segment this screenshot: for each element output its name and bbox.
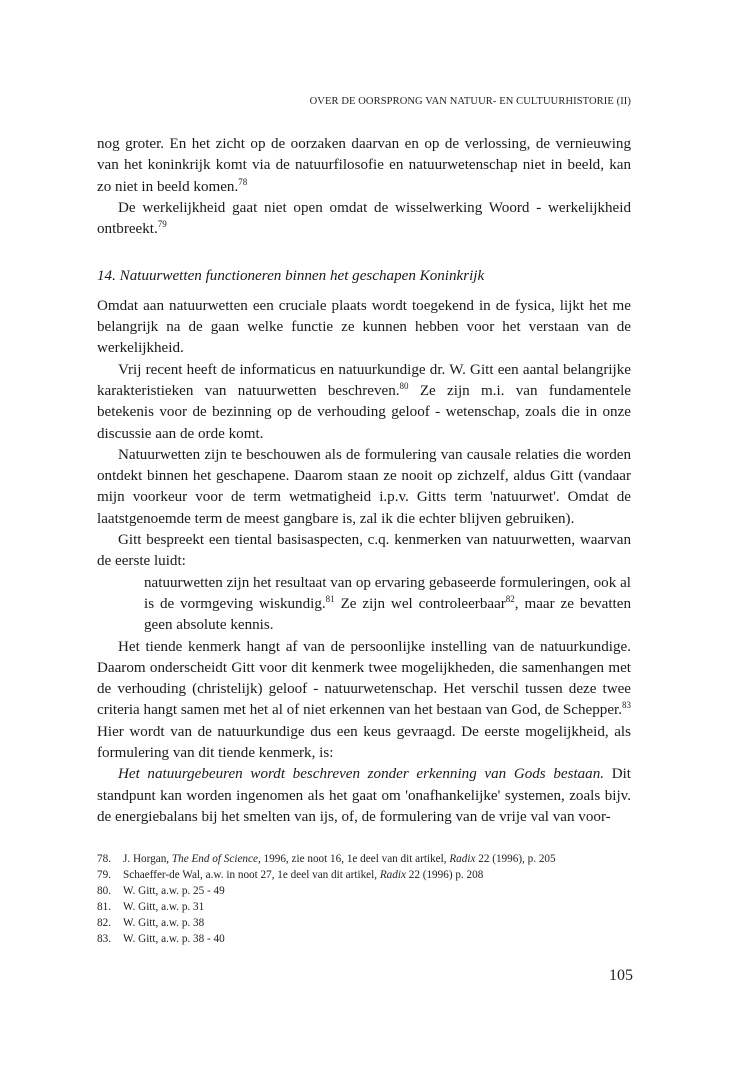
text: 22 (1996) p. 208	[405, 868, 484, 881]
text: De werkelijkheid gaat niet open omdat de wisselwerking Woord - werkelijkheid ontbreekt.	[97, 199, 631, 238]
footnote	[97, 916, 637, 932]
footnote	[97, 884, 637, 900]
text: W. Gitt, a.w. p. 25 - 49	[123, 884, 225, 897]
footnote	[97, 868, 637, 884]
text: Schaeffer-de Wal, a.w. in noot 27, 1e deel van dit artikel,	[123, 868, 380, 881]
italic-text: Radix	[379, 868, 406, 881]
page-number: 105	[609, 967, 633, 984]
text: Gitt bespreekt een tiental basisaspecten, c.q. kenmerken van natuurwetten, waarvan de eerste luidt:	[97, 532, 631, 570]
paragraph	[97, 764, 631, 828]
footnote-number: 83.	[97, 932, 111, 945]
text: natuurwetten zijn het resultaat van op ervaring gebaseerde formuleringen, ook al is de vormgeving wiskundig.	[144, 574, 631, 612]
text: J. Horgan,	[123, 853, 172, 865]
italic-text: Radix	[449, 853, 476, 865]
footnote-number: 80.	[97, 884, 111, 897]
paragraph	[97, 134, 631, 198]
block-quote	[144, 573, 631, 637]
text: , maar ze bevatten geen absolute kennis.	[144, 595, 631, 634]
paragraph	[97, 530, 631, 573]
body-text	[97, 134, 631, 828]
paragraph	[97, 360, 631, 445]
text: Dit standpunt kan worden ingenomen als het gaat om 'onafhankelijke' systemen, zoals bijv. de energiebalans bij het smelten van ijs, of, de formulering van de vrije val van voor-	[97, 766, 631, 825]
paragraph	[97, 296, 631, 360]
text: Vrij recent heeft de informaticus en natuurkundige dr. W. Gitt een aantal belangrijke karakteristieken van natuurwetten beschreven.	[97, 361, 631, 399]
footnote-ref: 80	[399, 380, 409, 391]
running-head: OVER DE OORSPRONG VAN NATUUR- EN CULTUURHISTORIE (II)	[309, 96, 631, 107]
text: , 1996, zie noot 16, 1e deel van dit artikel,	[257, 853, 450, 865]
footnote	[97, 900, 637, 916]
footnote-ref: 82	[505, 593, 515, 604]
paragraph	[97, 637, 631, 765]
text: Hier wordt van de natuurkundige dus een keus gevraagd. De eerste mogelijkheid, als formulering van dit tiende kenmerk, is:	[97, 723, 631, 762]
text: 22 (1996), p. 205	[475, 853, 556, 865]
italic-text: Het natuurgebeuren wordt beschreven zonder erkenning van Gods bestaan.	[118, 766, 605, 783]
footnote-number: 79.	[97, 868, 111, 881]
footnote	[97, 852, 637, 868]
text: W. Gitt, a.w. p. 31	[123, 900, 205, 913]
text: W. Gitt, a.w. p. 38	[123, 916, 205, 929]
paragraph	[97, 198, 631, 241]
text: Ze zijn wel controleerbaar	[334, 595, 506, 612]
footnotes	[97, 852, 637, 947]
footnote-number: 82.	[97, 916, 111, 929]
text: Het tiende kenmerk hangt af van de persoonlijke instelling van de natuurkundige. Daarom onderscheidt Gitt voor dit kenmerk twee mogelijkheden, die samenhangen met de verhouding (christelijk) geloof - natuurwetenschap. Het verschil tussen deze twee criteria hangt samen met het al of niet erkennen van het bestaan van God, de Schepper.	[97, 638, 631, 719]
footnote-ref: 83	[622, 700, 631, 711]
footnote-ref: 79	[157, 219, 167, 230]
text: W. Gitt, a.w. p. 38 - 40	[123, 932, 225, 945]
italic-text: The End of Science	[171, 853, 258, 865]
paragraph	[97, 445, 631, 530]
text: Ze zijn m.i. van fundamentele betekenis voor de bezinning op de verhouding geloof - wetenschap, zoals die in onze discussie aan de orde komt.	[97, 382, 631, 442]
footnote-number: 78.	[97, 853, 111, 865]
footnote-ref: 81	[325, 593, 335, 604]
text: nog groter. En het zicht op de oorzaken daarvan en op de verlossing, de vernieuwing van het koninkrijk komt via de natuurfilosofie en natuurwetenschap niet in beeld, kan zo niet in beeld komen.	[97, 136, 631, 195]
section-heading: 14. Natuurwetten functioneren binnen het geschapen Koninkrijk	[97, 268, 485, 285]
text: Omdat aan natuurwetten een cruciale plaats wordt toegekend in de fysica, lijkt het me belangrijk na de gaan welke functie ze kunnen hebben voor het verstaan van de werkelijkheid.	[97, 297, 631, 357]
footnote-number: 81.	[97, 900, 111, 913]
footnote	[97, 932, 637, 948]
text: Natuurwetten zijn te beschouwen als de formulering van causale relaties die worden ontdekt binnen het geschapene. Daarom staan ze nooit op zichzelf, aldus Gitt (vandaar mijn voorkeur voor de term wetmatigheid i.p.v. Gitts term 'natuurwet'. Omdat de laatstgenoemde term de meest gangbare is, zal ik die echter blijven gebruiken).	[97, 446, 631, 527]
footnote-ref: 78	[238, 176, 248, 187]
